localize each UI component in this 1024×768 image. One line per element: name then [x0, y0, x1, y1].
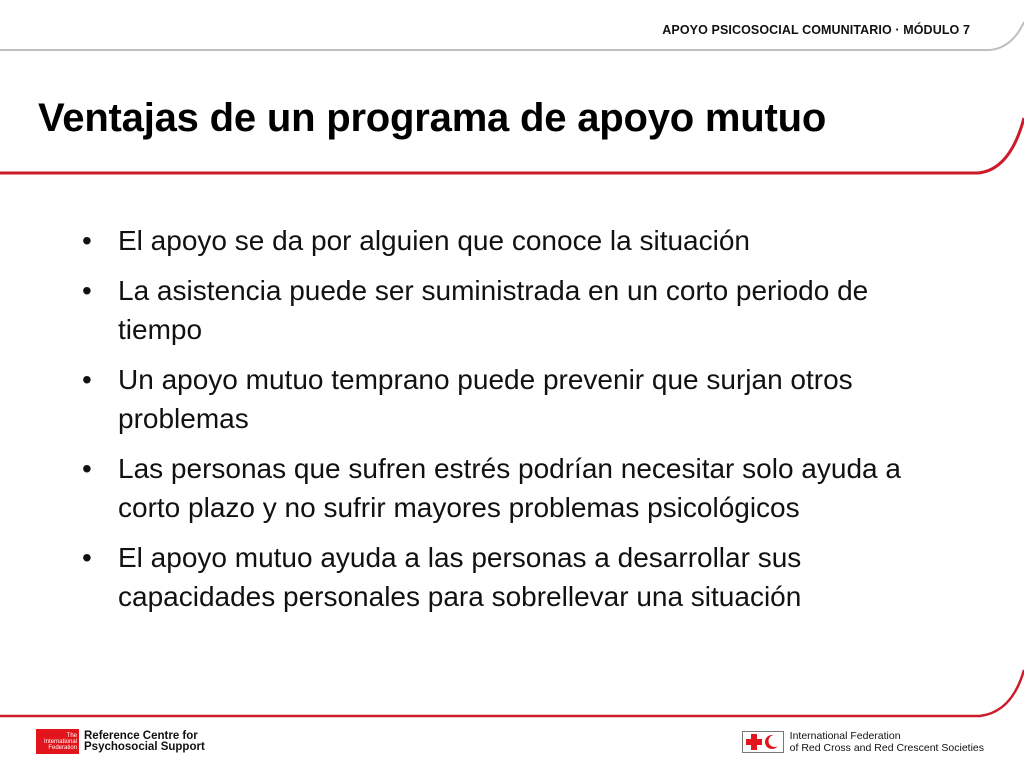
- bullet-glyph: •: [82, 225, 92, 256]
- bullet-item: [82, 449, 902, 527]
- reference-centre-line2: Psychosocial Support: [84, 740, 205, 753]
- logo-box-line: The: [66, 733, 77, 739]
- bullet-glyph: •: [82, 275, 92, 306]
- module-label: APOYO PSICOSOCIAL COMUNITARIO · MÓDULO 7: [662, 23, 970, 37]
- bullet-text: Un apoyo mutuo temprano puede prevenir que surjan otros problemas: [118, 364, 853, 434]
- logo-box-line: Federation: [48, 745, 77, 751]
- footer-rule-red: [0, 670, 1024, 716]
- bullet-glyph: •: [82, 542, 92, 573]
- reference-centre-logo: [36, 729, 205, 754]
- ifrc-red-box-logo: [36, 729, 79, 754]
- bullet-item: [82, 360, 902, 438]
- bullet-text: El apoyo se da por alguien que conoce la situación: [118, 225, 750, 256]
- reference-centre-name: [84, 731, 205, 753]
- red-cross-icon: [745, 733, 763, 751]
- reference-centre-line1: Reference Centre for: [84, 729, 198, 742]
- federation-name-line2: of Red Cross and Red Crescent Societies: [789, 742, 984, 754]
- bullet-text: Las personas que sufren estrés podrían necesitar solo ayuda a corto plazo y no sufrir mayores problemas psicológicos: [118, 453, 901, 523]
- bullet-item: [82, 221, 902, 260]
- bullet-glyph: •: [82, 453, 92, 484]
- bullet-text: El apoyo mutuo ayuda a las personas a desarrollar sus capacidades personales para sobrellevar una situación: [118, 542, 802, 612]
- bullet-list: [82, 221, 902, 627]
- bullet-item: [82, 538, 902, 616]
- red-crescent-icon: [763, 733, 781, 751]
- bullet-item: [82, 271, 902, 349]
- bullet-text: La asistencia puede ser suministrada en un corto periodo de tiempo: [118, 275, 869, 345]
- federation-name-line1: International Federation: [789, 730, 901, 742]
- bullet-glyph: •: [82, 364, 92, 395]
- emblems: [742, 731, 784, 753]
- slide-title: Ventajas de un programa de apoyo mutuo: [38, 96, 827, 140]
- logo-box-line: International: [43, 739, 77, 745]
- ifrc-federation-logo: [742, 730, 984, 754]
- federation-name: [790, 730, 984, 754]
